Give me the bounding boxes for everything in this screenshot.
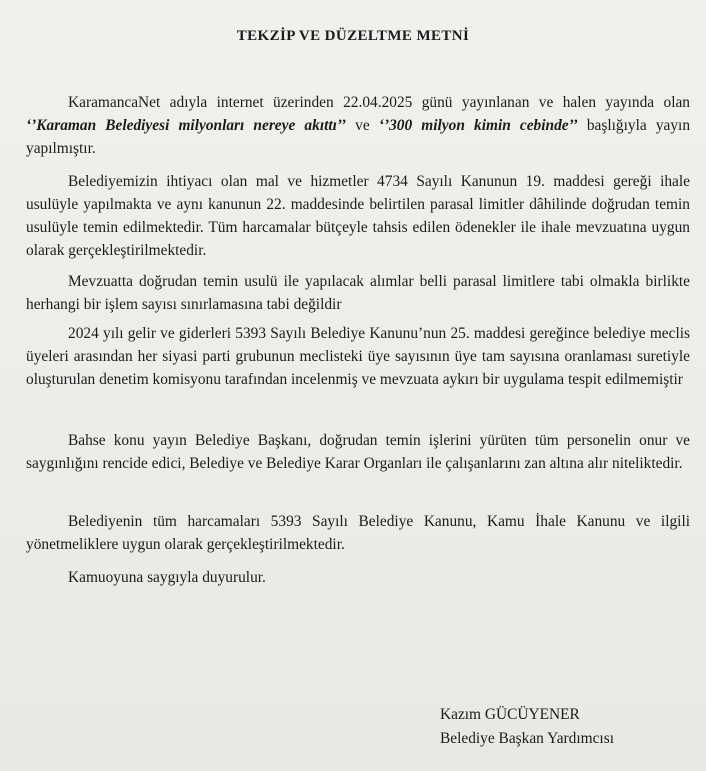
paragraph-text: ve [346,117,379,134]
paragraph-publication-assessment: Bahse konu yayın Belediye Başkanı, doğrudan temin işlerini yürüten tüm personelin onur ve saygınlığını rencide edici, Belediye ve Belediye Karar Organları ile çalışanlarını zan altına alır niteliktedir. [26,432,690,472]
paragraph-procurement: Belediyemizin ihtiyacı olan mal ve hizmetler 4734 Sayılı Kanunun 19. maddesi gereği ihale usulüyle yapılmakta ve aynı kanunun 22. maddesinde belirtilen parasal limitler dâhilinde doğrudan temin usulüyle temin edilmektedir. Tüm harcamalar bütçeyle tahsis edilen ödenekler ile ihale mevzuatına uygun olarak gerçekleştirilmektedir. [26,173,690,259]
paragraph-text: KaramancaNet adıyla internet üzerinden 22.04.2025 günü yayınlanan ve halen yayında olan [68,94,690,111]
quoted-headline-1: ‘’Karaman Belediyesi milyonları nereye akıttı’’ [26,117,347,134]
signature-title: Belediye Başkan Yardımcısı [440,730,614,747]
paragraph-direct-procurement: Mevzuatta doğrudan temin usulü ile yapılacak alımlar belli parasal limitlere tabi olmakla birlikte herhangi bir işlem sayısı sınırlamasına tabi değildir [26,273,690,313]
paragraph-audit-commission: 2024 yılı gelir ve giderleri 5393 Sayılı Belediye Kanunu’nun 25. maddesi gereğince belediye meclis üyeleri arasından her siyasi parti grubunun meclisteki üye sayısının üye tam sayısına oranlaması suretiyle oluşturulan denetim komisyonu tarafından incelenmiş ve mevzuata aykırı bir uygulama tespit edilmemiştir [26,325,690,388]
paragraph-text: başlığıyla yayın yapılmıştır. [26,117,691,157]
paragraph-announcement: Kamuoyuna saygıyla duyurulur. [68,569,266,586]
quoted-headline-2: ‘’300 milyon kimin cebinde’’ [378,117,578,134]
paragraph-publication-info [26,91,690,160]
signature-name: Kazım GÜCÜYENER [440,706,580,723]
document-title: TEKZİP VE DÜZELTME METNİ [236,28,470,44]
paragraph-compliance: Belediyenin tüm harcamaları 5393 Sayılı Belediye Kanunu, Kamu İhale Kanunu ve ilgili yönetmeliklere uygun olarak gerçekleştirilmektedir. [26,513,690,553]
